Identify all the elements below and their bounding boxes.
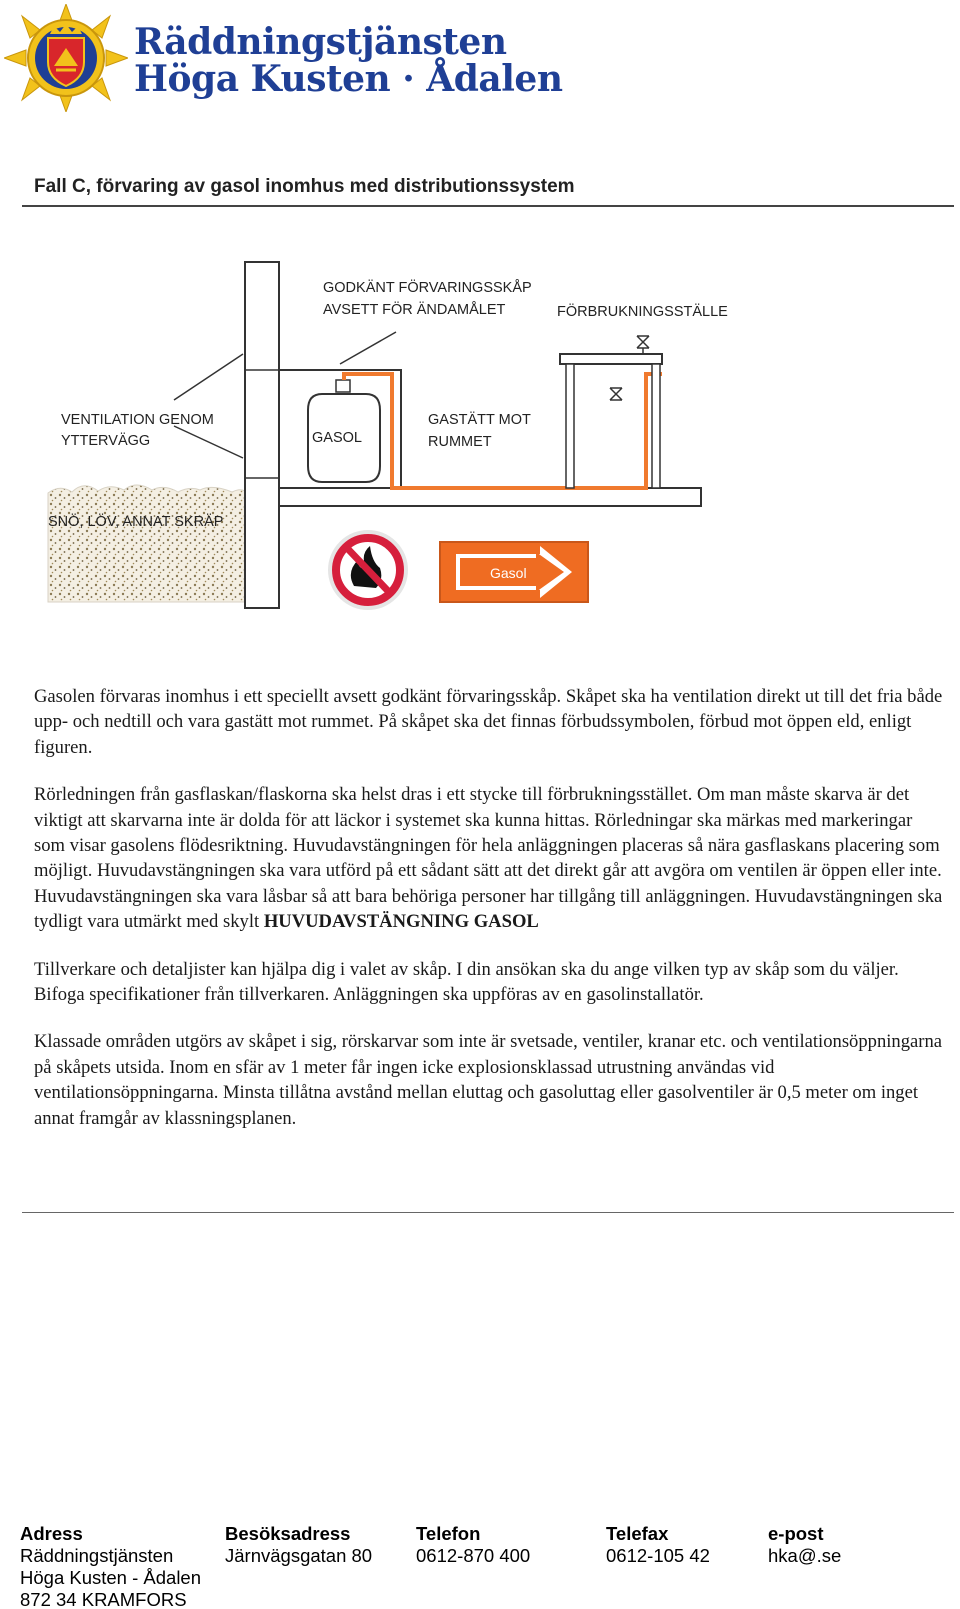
- fire-service-emblem: [4, 4, 128, 112]
- footer-email-heading: e-post: [768, 1523, 824, 1544]
- paragraph-storage: Gasolen förvaras inomhus i ett speciellt avsett godkänt förvaringsskåp. Skåpet ska ha ventilation direkt ut till det fria både upp- och nedtill och vara gastätt mot rummet. På skåpet ska det finnas förbudssymbolen, förbud mot öppen eld, enligt figuren.: [34, 686, 943, 758]
- gasol-sign-text: Gasol: [490, 565, 527, 581]
- paragraph-manufacturers: Tillverkare och detaljister kan hjälpa dig i valet av skåp. I din ansökan ska du ange vilken typ av skåp som du väljer. Bifoga specifikationer från tillverkaren. Anläggningen ska uppföras av en gasolinstallatör.: [34, 958, 899, 1006]
- footer-address-line1: Räddningstjänsten: [20, 1545, 174, 1566]
- footer-phone-heading: Telefon: [416, 1523, 481, 1544]
- label-approved-cabinet-1: GODKÄNT FÖRVARINGSSKÅP: [323, 280, 532, 296]
- footer-email: [768, 1523, 841, 1567]
- gasol-direction-sign: [440, 542, 588, 602]
- footer-visiting-heading: Besöksadress: [225, 1523, 351, 1544]
- footer-email-address[interactable]: hka@.se: [768, 1545, 842, 1566]
- burner-valve-icon: [637, 336, 649, 354]
- label-consumer-point: FÖRBRUKNINGSSTÄLLE: [557, 304, 728, 320]
- gas-pipe: [344, 374, 662, 488]
- footer-visiting-line1: Järnvägsgatan 80: [225, 1545, 373, 1566]
- outer-wall: [245, 262, 279, 608]
- label-approved-cabinet-2: AVSETT FÖR ÄNDAMÅLET: [323, 302, 506, 318]
- organization-name-line1: Räddningstjänsten: [134, 21, 507, 63]
- label-ventilation-2: YTTERVÄGG: [61, 433, 151, 449]
- footer-address-line3: 872 34 KRAMFORS: [20, 1589, 187, 1609]
- paragraph-piping-text: Rörledningen från gasflaskan/flaskorna ska helst dras i ett stycke till förbrukningsstället. Om man måste skarva är det viktigt att skarvarna inte är dolda för att läckor i systemet ska kunna hittas. Rörledningar ska märkas med markeringar som visar gasolens flödesriktning. Huvudavstängningen för hela anläggningen placeras så nära gasflaskans placering som möjligt. Huvudavstängningen ska vara utförd på ett sådant sätt att det direkt går att avgöra om ventilen är öppen eller inte. Huvudavstängningen ska vara låsbar så att bara behöriga personer har tillgång till anläggningen. Huvudavstängningen ska tydligt vara utmärkt med skylt: [34, 784, 943, 933]
- title-divider: [22, 205, 954, 207]
- snow-layer: [48, 485, 245, 602]
- label-gas-tank: GASOL: [312, 430, 362, 446]
- document-title: Fall C, förvaring av gasol inomhus med distributionssystem: [34, 176, 575, 197]
- consumer-table-top: [560, 354, 662, 364]
- footer-phone-number: 0612-870 400: [416, 1545, 531, 1566]
- organization-name-line2: Höga Kusten · Ådalen: [134, 58, 563, 100]
- no-open-flame-icon: [330, 532, 406, 608]
- label-snow-debris: SNÖ, LÖV, ANNAT SKRÄP: [48, 514, 224, 530]
- footer-visiting-address: [225, 1523, 372, 1567]
- gas-cabinet-illustration: [40, 250, 760, 640]
- label-gastight-2: RUMMET: [428, 434, 492, 450]
- label-ventilation-1: VENTILATION GENOM: [61, 412, 214, 428]
- footer-phone: [416, 1523, 530, 1567]
- footer-fax: [606, 1523, 710, 1567]
- label-gastight-1: GASTÄTT MOT: [428, 412, 531, 428]
- footer-divider: [22, 1212, 954, 1213]
- footer-fax-number: 0612-105 42: [606, 1545, 710, 1566]
- body-text: [34, 684, 946, 1153]
- organization-name: [134, 21, 563, 100]
- paragraph-classified-areas: Klassade områden utgörs av skåpet i sig, rörskarvar som inte är svetsade, ventiler, kranar etc. och ventilationsöppningarna på skåpets utsida. Inom en sfär av 1 meter får ingen icke explosionsklassad utrustning användas vid ventilationsöppningarna. Minsta tillåtna avstånd mellan eluttag och gasoluttag eller gasolventiler är 0,5 meter om inget annat framgår av klassningsplanen.: [34, 1031, 942, 1129]
- footer-address-line2: Höga Kusten - Ådalen: [20, 1567, 202, 1588]
- main-shutoff-sign-text: HUVUDAVSTÄNGNING GASOL: [263, 911, 539, 933]
- paragraph-piping: [34, 782, 946, 934]
- footer-fax-heading: Telefax: [606, 1523, 669, 1544]
- footer-address: [20, 1523, 201, 1609]
- footer-address-heading: Adress: [20, 1523, 83, 1544]
- valve-icon: [610, 388, 622, 400]
- floor-slab: [279, 488, 701, 506]
